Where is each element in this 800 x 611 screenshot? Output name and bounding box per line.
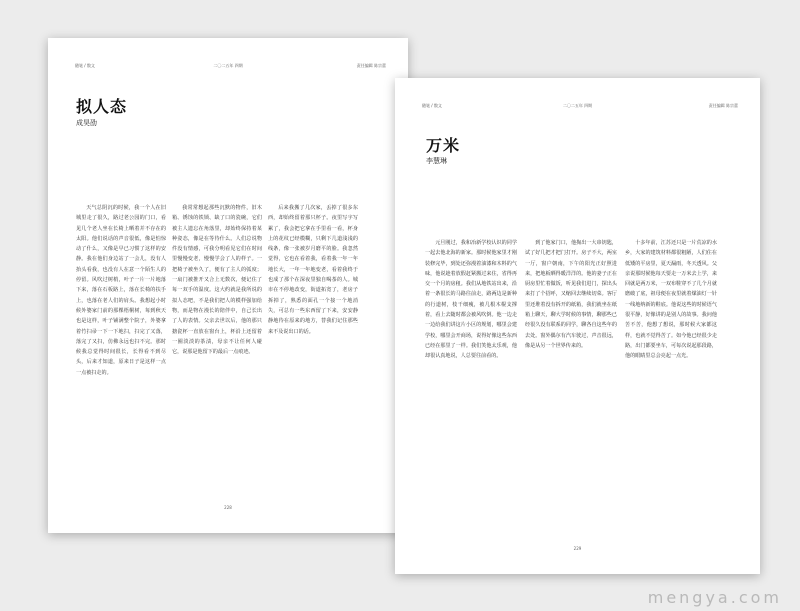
- header-section-label: 随笔 / 散文: [75, 63, 95, 68]
- header-editor-label: 责任编辑 陈宗蕾: [708, 103, 738, 108]
- text-column-2: [172, 203, 262, 458]
- article-title: 万米: [426, 136, 461, 155]
- paragraph: 天气总阴沉的时候，我一个人在旧城里走了很久，路过老公园的门口，看见几个老人坐在长椅上晒着并不存在的太阳。他们说话的声音很低，像是怕惊动了什么，又像是早已习惯了这样的安静。我在他们身边站了一会儿，没有人抬头看我，也没有人在意一个陌生人的停留。风吹过树梢，叶子一片一片地落下来，落在石板路上，落在长椅的扶手上，也落在老人们的肩头。我想起小时候外婆家门前的那棵梧桐树，每到秋天也是这样，叶子铺满整个院子，外婆拿着竹扫帚一下一下地扫，扫完了又落，落完了又扫，仿佛永远也扫不完。那时候我总觉得时间很长，长得看不到尽头，后来才知道，原来日子是这样一点一点被扫走的。: [76, 205, 166, 376]
- paragraph: 到了他家门口，他掏出一大串钥匙，试了好几把才把门打开。房子不大，两室一厅，窗户朝南，下午的阳光正好照进来，把地板晒得暖洋洋的。他的妻子正在厨房里忙着做饭，听见我们进门，探出头来打了个招呼，又缩回去继续切菜。客厅里还堆着没有拆开的纸箱，我们就坐在纸箱上聊天，聊大学时候的事情，聊那些已经很久没有联系的同学，聊各自这些年的去处。窗外偶尔有汽车驶过，声音很远，像是从另一个世界传来的。: [525, 240, 617, 349]
- text-column-3: [268, 203, 358, 458]
- page-number: 228: [224, 505, 232, 510]
- paragraph: 元旦刚过，我和冶新学校认识的同学一起去他北海的新家。那时候他家里才刚装修完毕，到处还弥漫着油漆和木料的气味，他说趁着放假赶紧搬过来住，省得再交一个月的房租。我们从地铁站出来，沿着一条很长的马路往前走，路两边是新种的行道树，枝干细瘦，被几根木棍支撑着，看上去随时都会被风吹倒。他一边走一边给我们讲这片小区的规划，哪里会建学校，哪里会开商场，说得好像这些东西已经在那里了一样。我们笑他太乐观，他却很认真地说，人总要往前看的。: [425, 240, 517, 360]
- text-column-3: [625, 238, 717, 528]
- article-author: 李慧琳: [426, 157, 447, 165]
- watermark: mengya.com: [647, 588, 782, 607]
- article-author: 成昊劭: [76, 119, 97, 127]
- text-column-1: [76, 203, 166, 458]
- header-section-label: 随笔 / 散文: [422, 103, 442, 108]
- text-column-1: [425, 238, 517, 528]
- page-number: 229: [573, 546, 582, 551]
- article-title: 拟人态: [76, 97, 128, 116]
- text-column-2: [525, 238, 617, 528]
- paragraph: 我常常想起那些沉默的物件，旧木箱、锈蚀的铁锁、缺了口的瓷碗，它们被主人遗忘在角落里，却始终保持着某种姿态，像是在等待什么。人们总说物件没有情感，可我分明看见它们在时间里慢慢变老，慢慢学会了人的样子。一把椅子被坐久了，便有了主人的弧度；一扇门被推开又合上无数次，便记住了每一双手的温度。这大约就是我所说的拟人态吧，不是我们把人的模样强加给物，而是物在漫长的陪伴中，自己长出了人的表情。父亲去世以后，他的那只搪瓷杯一直放在窗台上，杯沿上还留着一圈淡淡的茶渍，母亲不让任何人碰它，说那是他留下的最后一点痕迹。: [172, 205, 262, 356]
- paragraph: 后来我搬了几次家，丢掉了很多东西，却始终留着那只杯子。夜里写字写累了，我会把它拿在手里看一看，杯身上的花纹已经模糊，只剩下几道浅浅的线条，像一张被岁月磨平的脸。我忽然觉得，它也在看着我，看着我一年一年地长大，一年一年地变老，看着我终于也成了那个在深夜里独自喝茶的人。城市在不停地改变，街道拓宽了，老房子拆掉了，熟悉的面孔一个接一个地消失，可总有一些东西留了下来，安安静静地待在原来的地方，替我们记住那些来不及说出口的话。: [268, 205, 358, 335]
- paragraph: 十多年前，江苏还只是一片荒凉的水乡，大家的建筑材料都很粗陋，人们住在低矮的平房里，夏天漏雨，冬天透风。父亲说那时候他每天要走一万米去上学，来回就是两万米，一双布鞋穿不了几个月就磨破了底，祖母便在夜里就着煤油灯一针一线地纳新的鞋底。他说这些的时候语气很平静，好像讲的是别人的故事。我问他苦不苦，他想了想说，那时候大家都这样，也就不觉得苦了。如今他已经很少走路，出门都要坐车，可每次说起那段路，他的眼睛里总会亮起一点光。: [625, 240, 717, 360]
- header-editor-label: 责任编辑 陈宗蕾: [356, 63, 386, 68]
- left-page: [48, 38, 408, 533]
- header-issue-label: 二〇二五年 四期: [562, 103, 593, 108]
- right-page: [395, 78, 760, 574]
- header-issue-label: 二〇二五年 四期: [213, 63, 243, 68]
